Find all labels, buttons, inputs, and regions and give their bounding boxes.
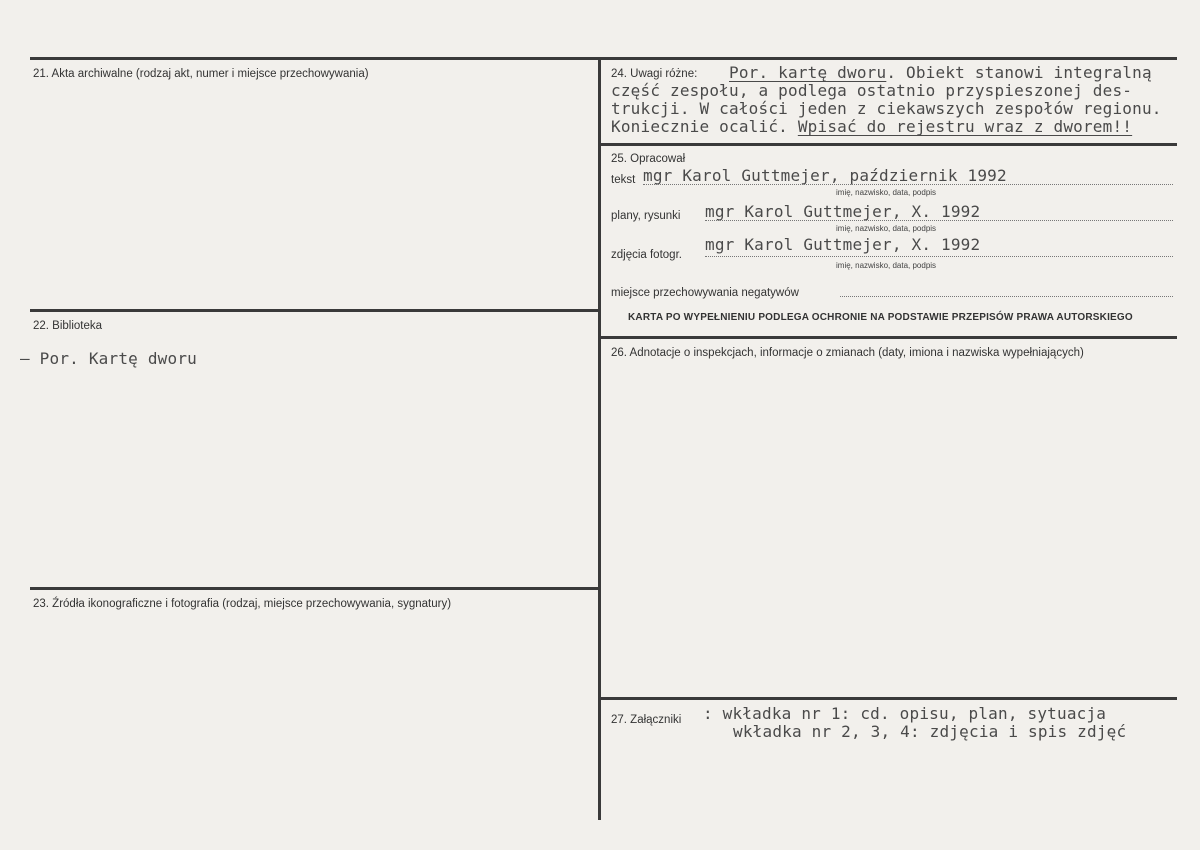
- photos-author-caption: imię, nazwisko, data, podpis: [836, 261, 937, 270]
- section-22-label: 22. Biblioteka: [33, 320, 103, 332]
- photos-author-value: mgr Karol Guttmejer, X. 1992: [705, 235, 981, 254]
- section-24-register-note: Wpisać do rejestru wraz z dworem!!: [797, 117, 1133, 136]
- plans-author-line: [705, 220, 1173, 221]
- photos-author-label: zdjęcia fotogr.: [611, 249, 682, 261]
- text-author-line: [643, 184, 1173, 185]
- rule-21-22: [30, 309, 598, 312]
- section-24-line-4-start: Koniecznie ocalić.: [611, 117, 798, 136]
- section-27-label: 27. Załączniki: [611, 714, 682, 726]
- rule-26-27: [600, 697, 1177, 700]
- top-rule: [30, 57, 1177, 60]
- section-24-label: 24. Uwagi różne:: [611, 68, 698, 80]
- center-divider: [598, 57, 601, 820]
- section-22-entry: – Por. Kartę dworu: [20, 349, 197, 368]
- negatives-location-line: [840, 296, 1173, 297]
- negatives-location-label: miejsce przechowywania negatywów: [611, 287, 799, 299]
- text-author-label: tekst: [611, 174, 636, 186]
- section-24-line-4: [611, 117, 1132, 136]
- plans-author-caption: imię, nazwisko, data, podpis: [836, 224, 937, 233]
- section-24-line-2: część zespołu, a podlega ostatnio przyspieszonej des-: [611, 81, 1133, 100]
- photos-author-line: [705, 256, 1173, 257]
- section-24-reference: Por. kartę dworu: [729, 63, 887, 82]
- attachments-line-2: wkładka nr 2, 3, 4: zdjęcia i spis zdjęć: [733, 722, 1127, 741]
- text-author-caption: imię, nazwisko, data, podpis: [836, 188, 937, 197]
- rule-22-23: [30, 587, 598, 590]
- section-24-line-3: trukcji. W całości jeden z ciekawszych zespołów regionu.: [611, 99, 1162, 118]
- plans-author-value: mgr Karol Guttmejer, X. 1992: [705, 202, 981, 221]
- section-23-label: 23. Źródła ikonograficzne i fotografia (rodzaj, miejsce przechowywania, sygnatury): [33, 598, 452, 610]
- rule-24-25: [600, 143, 1177, 146]
- copyright-notice: KARTA PO WYPEŁNIENIU PODLEGA OCHRONIE NA PODSTAWIE PRZEPISÓW PRAWA AUTORSKIEGO: [628, 312, 1133, 323]
- attachments-line-1: : wkładka nr 1: cd. opisu, plan, sytuacja: [703, 704, 1107, 723]
- rule-25-26: [600, 336, 1177, 339]
- text-author-value: mgr Karol Guttmejer, październik 1992: [643, 166, 1007, 185]
- plans-author-label: plany, rysunki: [611, 210, 681, 222]
- section-21-label: 21. Akta archiwalne (rodzaj akt, numer i miejsce przechowywania): [33, 68, 369, 80]
- section-26-label: 26. Adnotacje o inspekcjach, informacje o zmianach (daty, imiona i nazwiska wypełniających): [611, 347, 1084, 359]
- section-24-line-1-rest: . Obiekt stanowi integralną: [886, 63, 1152, 82]
- section-25-label: 25. Opracował: [611, 153, 686, 165]
- section-24-line-1: [729, 63, 1152, 82]
